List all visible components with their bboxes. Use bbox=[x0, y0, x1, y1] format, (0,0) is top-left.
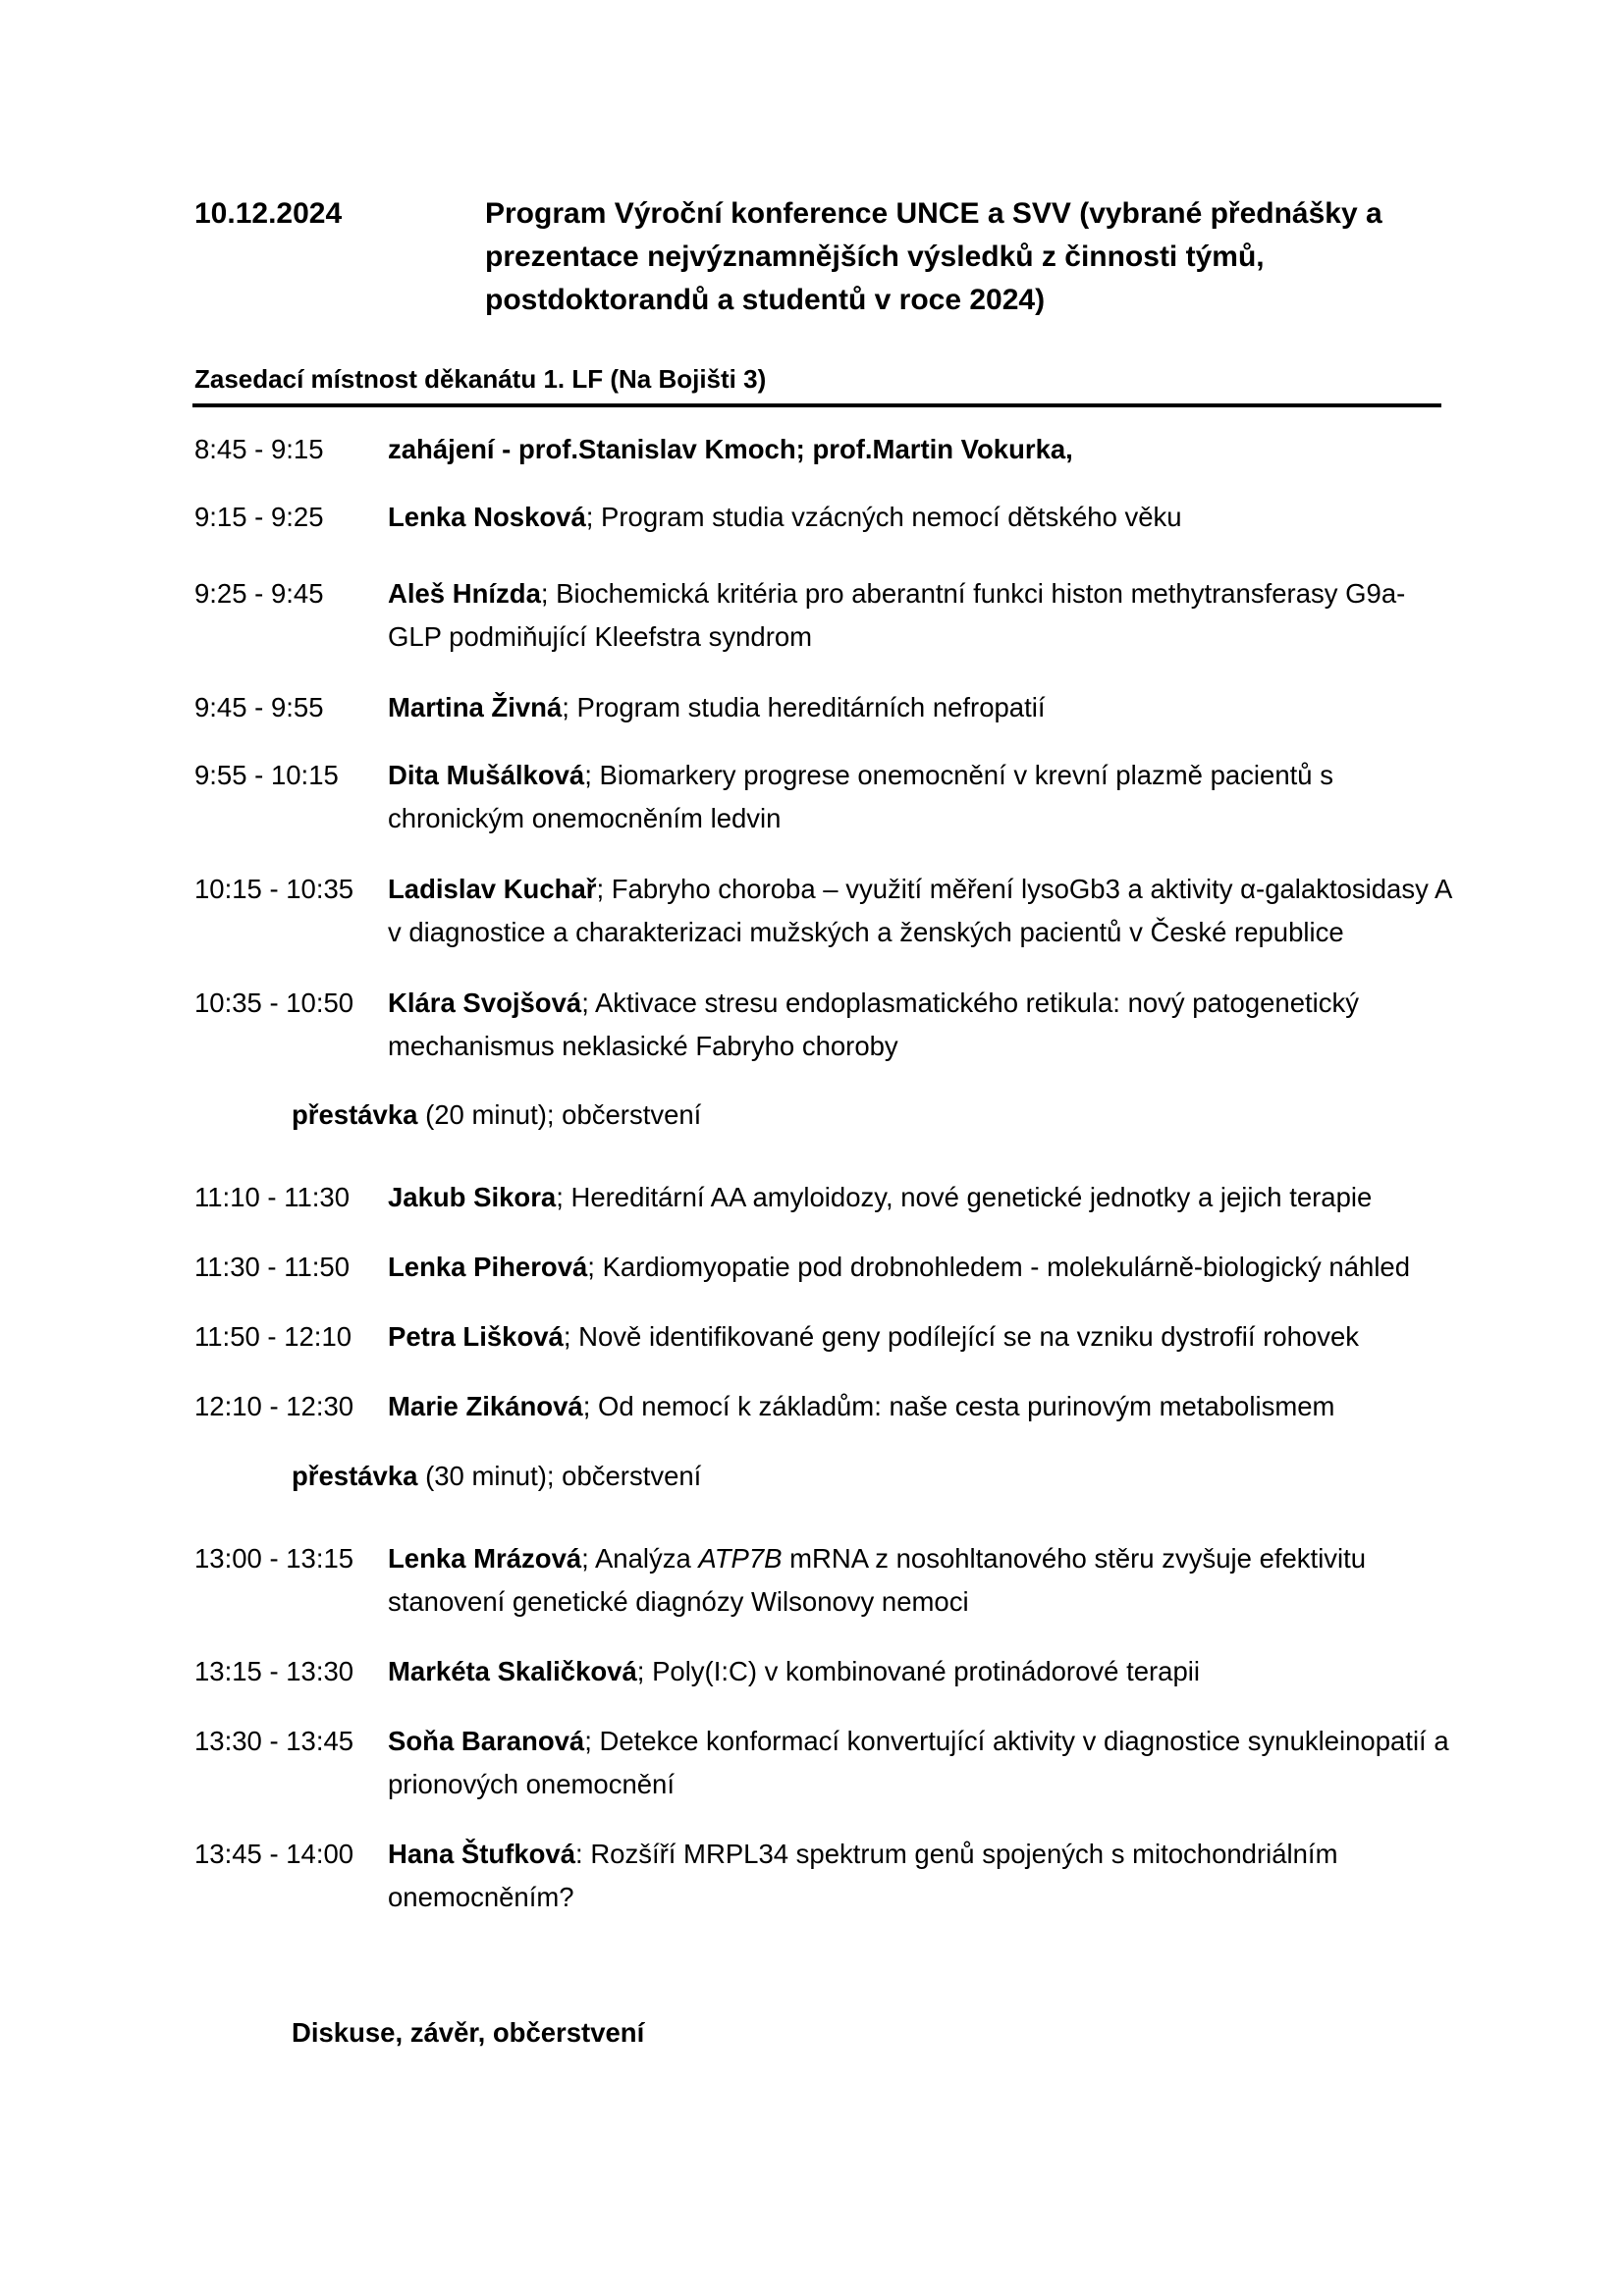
session-time: 13:00 - 13:15 bbox=[194, 1543, 354, 1574]
session-details bbox=[388, 572, 1458, 659]
session-details bbox=[388, 868, 1458, 954]
speaker-name: Jakub Sikora bbox=[388, 1182, 557, 1212]
talk-title: Biomarkery progrese onemocnění v krevní plazmě pacientů s chronickým onemocněním ledvin bbox=[388, 760, 1333, 833]
speaker-name: Lenka Nosková bbox=[388, 502, 586, 532]
session-time: 11:10 - 11:30 bbox=[194, 1182, 350, 1212]
separator: ; bbox=[562, 692, 577, 722]
break-label: přestávka bbox=[292, 1461, 418, 1491]
speaker-name: Dita Mušálková bbox=[388, 760, 585, 790]
talk-title: Program studia vzácných nemocí dětského věku bbox=[601, 502, 1182, 532]
break-label: přestávka bbox=[292, 1099, 418, 1130]
separator: ; bbox=[636, 1656, 653, 1686]
speaker-name: Soňa Baranová bbox=[388, 1726, 585, 1756]
talk-title: Detekce konformací konvertující aktivity v diagnostice synukleinopatií a prionových onemocnění bbox=[388, 1726, 1449, 1799]
separator: ; bbox=[581, 1543, 595, 1574]
separator: ; bbox=[587, 1252, 603, 1282]
session-details bbox=[388, 1720, 1458, 1806]
session-details bbox=[388, 1537, 1458, 1624]
speaker-name: Hana Štufková bbox=[388, 1839, 576, 1869]
session-time: 11:50 - 12:10 bbox=[194, 1321, 352, 1352]
session-details bbox=[388, 1385, 1458, 1428]
separator: ; bbox=[582, 1391, 598, 1421]
session-time: 8:45 - 9:15 bbox=[194, 434, 324, 464]
speaker-name: Aleš Hnízda bbox=[388, 578, 541, 609]
separator: ; bbox=[556, 1182, 571, 1212]
session-details bbox=[388, 1246, 1458, 1289]
session-details bbox=[388, 686, 1458, 729]
session-details bbox=[388, 428, 1458, 471]
session-details bbox=[388, 1650, 1458, 1693]
break-text: (30 minut); občerstvení bbox=[417, 1461, 702, 1491]
session-time: 11:30 - 11:50 bbox=[194, 1252, 350, 1282]
talk-title: Nově identifikované geny podílející se na vzniku dystrofií rohovek bbox=[578, 1321, 1360, 1352]
separator: ; bbox=[584, 760, 600, 790]
talk-title: Aktivace stresu endoplasmatického retikula: nový patogenetický mechanismus neklasické Fabryho choroby bbox=[388, 988, 1360, 1061]
session-time: 9:45 - 9:55 bbox=[194, 692, 324, 722]
talk-title: Kardiomyopatie pod drobnohledem - molekulárně-biologický náhled bbox=[602, 1252, 1411, 1282]
session-details bbox=[388, 1315, 1458, 1359]
speaker-name: Ladislav Kuchař bbox=[388, 874, 597, 904]
session-time: 9:55 - 10:15 bbox=[194, 760, 339, 790]
speaker-name: zahájení - prof.Stanislav Kmoch; prof.Martin Vokurka, bbox=[388, 434, 1073, 464]
speaker-name: Martina Živná bbox=[388, 692, 563, 722]
session-time: 9:25 - 9:45 bbox=[194, 578, 324, 609]
session-details bbox=[388, 754, 1458, 840]
closing-note: Diskuse, závěr, občerstvení bbox=[292, 2017, 645, 2048]
speaker-name: Lenka Mrázová bbox=[388, 1543, 582, 1574]
talk-title: Program studia hereditárních nefropatií bbox=[576, 692, 1046, 722]
separator: ; bbox=[584, 1726, 600, 1756]
session-time: 10:35 - 10:50 bbox=[194, 988, 354, 1018]
session-details bbox=[388, 982, 1458, 1068]
break-item bbox=[292, 1455, 701, 1498]
session-time: 13:45 - 14:00 bbox=[194, 1839, 354, 1869]
session-details bbox=[388, 496, 1458, 539]
header-divider bbox=[192, 403, 1441, 407]
session-time: 9:15 - 9:25 bbox=[194, 502, 324, 532]
separator: ; bbox=[540, 578, 557, 609]
separator: : bbox=[575, 1839, 591, 1869]
speaker-name: Markéta Skaličková bbox=[388, 1656, 637, 1686]
venue-label: Zasedací místnost děkanátu 1. LF (Na Bojišti 3) bbox=[194, 364, 767, 394]
session-time: 13:30 - 13:45 bbox=[194, 1726, 354, 1756]
separator: ; bbox=[585, 502, 602, 532]
session-details bbox=[388, 1176, 1458, 1219]
gene-name: ATP7B bbox=[698, 1543, 783, 1574]
session-time: 13:15 - 13:30 bbox=[194, 1656, 354, 1686]
break-item bbox=[292, 1094, 701, 1137]
speaker-name: Petra Lišková bbox=[388, 1321, 564, 1352]
talk-title: Hereditární AA amyloidozy, nové genetické jednotky a jejich terapie bbox=[570, 1182, 1373, 1212]
talk-title: Fabryho choroba – využití měření lysoGb3 a aktivity α-galaktosidasy A v diagnostice a charakterizaci mužských a ženských pacientů v České republice bbox=[388, 874, 1451, 947]
talk-title: Od nemocí k základům: naše cesta purinovým metabolismem bbox=[597, 1391, 1335, 1421]
program-title: Program Výroční konference UNCE a SVV (vybrané přednášky a prezentace nejvýznamnějších výsledků z činnosti týmů, postdoktorandů a studentů v roce 2024) bbox=[485, 197, 1382, 316]
session-time: 10:15 - 10:35 bbox=[194, 874, 354, 904]
talk-title: Rozšíří MRPL34 spektrum genů spojených s mitochondriálním onemocněním? bbox=[388, 1839, 1338, 1912]
talk-title-prefix: Analýza bbox=[594, 1543, 699, 1574]
separator: ; bbox=[596, 874, 612, 904]
speaker-name: Marie Zikánová bbox=[388, 1391, 583, 1421]
talk-title: Poly(I:C) v kombinované protinádorové terapii bbox=[652, 1656, 1200, 1686]
session-details bbox=[388, 1833, 1458, 1919]
talk-title: Biochemická kritéria pro aberantní funkci histon methytransferasy G9a-GLP podmiňující Kleefstra syndrom bbox=[388, 578, 1406, 652]
talk-title: mRNA z nosohltanového stěru zvyšuje efektivitu stanovení genetické diagnózy Wilsonovy nemoci bbox=[388, 1543, 1367, 1617]
event-date: 10.12.2024 bbox=[194, 197, 343, 230]
speaker-name: Klára Svojšová bbox=[388, 988, 582, 1018]
separator: ; bbox=[581, 988, 595, 1018]
speaker-name: Lenka Piherová bbox=[388, 1252, 588, 1282]
break-text: (20 minut); občerstvení bbox=[417, 1099, 702, 1130]
separator: ; bbox=[563, 1321, 579, 1352]
session-time: 12:10 - 12:30 bbox=[194, 1391, 354, 1421]
